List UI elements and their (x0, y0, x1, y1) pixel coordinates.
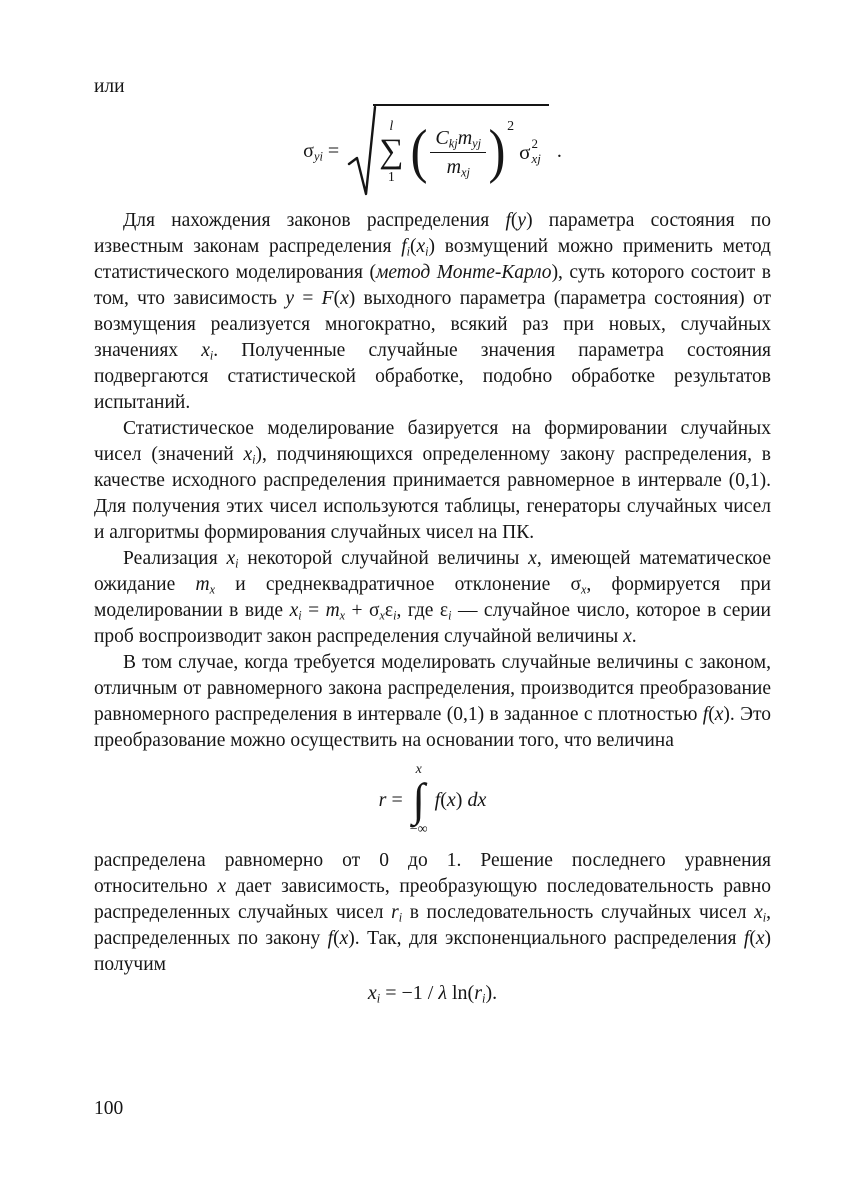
sum-lower-limit: 1 (387, 169, 395, 185)
sigma-base: σ (519, 140, 531, 164)
sigma-subscript: xj (531, 151, 541, 166)
paren-exponent: 2 (507, 119, 515, 134)
page-number: 100 (94, 1098, 124, 1119)
intro-word: или (94, 76, 125, 97)
paragraph-transformation: В том случае, когда требуется моделировать случайные величины с законом, отличным от равномерного закона распределения, производится преобразование равномерного распределения в интервале (0,1) в заданное с плотностью f(x). Это преобразование можно осуществить на основании того, что величина (94, 652, 771, 751)
integral-upper-limit: x (415, 761, 422, 777)
paragraph-realization: Реализация $x_i$ некоторой случайной величины x, имеющей математическое ожидание $m_x$ и среднеквадратичное отклонение $\sigma_x$, формируется при моделировании в виде $x_i = m_x + \sigma_x\varepsilon_i$, где $\varepsilon_i$ — случайное число, которое в серии проб воспроизводит закон распределения случайной величины x. (94, 548, 771, 647)
paragraph-monte-carlo: Для нахождения законов распределения f(y) параметра состояния по известным законам распределения $f_i(x_i)$ возмущений можно применить метод статистического моделирования (метод Монте-Карло), суть которого состоит в том, что зависимость y = F(x) выходного параметра (параметра состояния) от возмущения реализуется многократно, всякий раз при новых, случайных значениях $x_i$. Полученные случайные значения параметра состояния подвергаются статистической обработке, подобно обработке результатов испытаний. (94, 210, 772, 413)
integral-sign: ∫ (412, 773, 425, 825)
radicand (373, 104, 549, 196)
display-formula-exponential: $x_i = -1 / \lambda$ $\ln(r_i)$. (367, 982, 498, 1006)
fraction-denominator: $m_{xj}$ (446, 155, 470, 180)
close-paren: ) (488, 118, 506, 185)
integrand: f(x) dx (434, 789, 487, 811)
integral-lower-limit: −∞ (409, 822, 428, 838)
sigma-scripts (531, 137, 540, 167)
sigma-squared-term (519, 137, 541, 167)
fraction (430, 125, 486, 180)
fraction-numerator: $C_{kj}m_{yj}$ (430, 125, 486, 153)
radical (347, 104, 549, 198)
formula-lhs: r = (378, 789, 403, 811)
sum-upper-limit: l (389, 118, 394, 134)
formula-lhs: $\sigma_{yi}$ = (303, 140, 340, 164)
paragraph-uniform-distribution: распределена равномерно от 0 до 1. Решение последнего уравнения относительно x дает зависимость, преобразующую последовательность равно распределенных случайных чисел $r_i$ в последовательность случайных чисел $x_i$, распределенных по закону f(x). Так, для экспоненциального распределения f(x) получим (94, 850, 772, 975)
summation (379, 120, 403, 185)
sum-sign: ∑ (379, 132, 404, 170)
paragraph-statistical-modeling: Статистическое моделирование базируется на формировании случайных чисел (значений $x_i$), подчиняющихся определенному закону распределения, в качестве исходного распределения принимается равномерное в интервале (0,1). Для получения этих чисел используются таблицы, генераторы случайных чисел и алгоритмы формирования случайных чисел на ПК. (94, 418, 771, 543)
integral (410, 763, 428, 838)
open-paren: ( (410, 118, 428, 185)
formula-period: . (556, 140, 562, 162)
display-formula-sigma-yi (94, 102, 771, 200)
sigma-exponent: 2 (531, 136, 538, 152)
display-formula-integral (94, 758, 771, 842)
